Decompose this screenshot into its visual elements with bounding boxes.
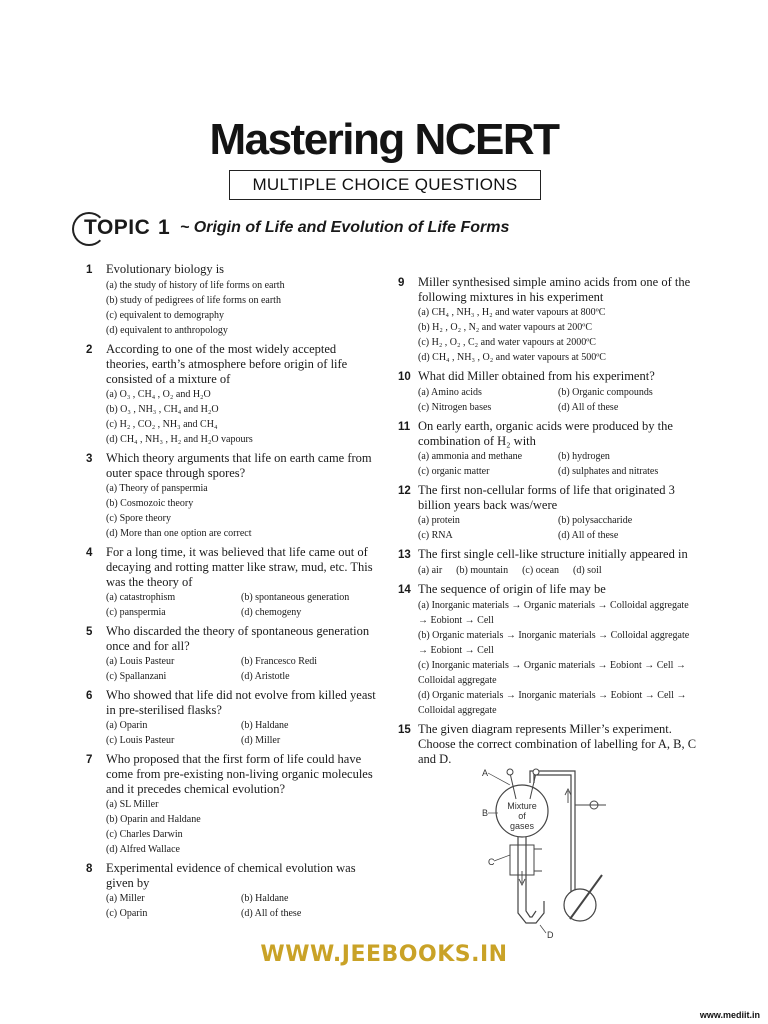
label-a: A bbox=[482, 768, 489, 778]
answer-option: (d) All of these bbox=[558, 530, 619, 541]
answer-option: (d) All of these bbox=[241, 908, 302, 919]
answer-option: (b) Organic compounds bbox=[558, 387, 653, 398]
flask-label-line1: Mixture bbox=[507, 801, 537, 811]
option-list bbox=[398, 305, 698, 365]
flask-label-line2: of bbox=[518, 811, 526, 821]
question-header bbox=[86, 688, 376, 718]
question-number: 13 bbox=[398, 549, 411, 561]
answer-option: (a) Amino acids bbox=[418, 387, 482, 398]
topic-title: ~ Origin of Life and Evolution of Life Forms bbox=[180, 219, 510, 236]
question-item bbox=[86, 342, 376, 447]
question-text: According to one of the most widely accepted theories, earth’s atmosphere before origin of life consisted of a mixture of bbox=[106, 342, 348, 386]
answer-option: (c) organic matter bbox=[418, 466, 490, 477]
answer-option: (b) study of pedigrees of life forms on earth bbox=[106, 295, 281, 306]
option-list bbox=[86, 387, 376, 447]
question-text: The first single cell-like structure initially appeared in bbox=[418, 547, 688, 561]
answer-option: (a) air bbox=[418, 565, 443, 576]
condenser bbox=[510, 845, 534, 875]
question-text: Miller synthesised simple amino acids from one of the following mixtures in his experiment bbox=[418, 275, 691, 304]
question-number: 15 bbox=[398, 724, 411, 736]
answer-option: (c) Oparin bbox=[106, 908, 148, 919]
label-c: C bbox=[488, 857, 495, 867]
answer-option: (b) Organic materials → Inorganic materials → Colloidal aggregate → Eobiont → Cell bbox=[418, 630, 690, 656]
answer-option: (b) Francesco Redi bbox=[241, 656, 318, 667]
answer-option: (b) polysaccharide bbox=[558, 515, 633, 526]
option-list bbox=[398, 563, 698, 578]
question-item bbox=[398, 722, 698, 767]
question-number: 14 bbox=[398, 584, 411, 596]
question-item bbox=[398, 275, 698, 365]
answer-option: (c) Spore theory bbox=[106, 513, 171, 524]
question-item bbox=[398, 582, 698, 718]
answer-option: (a) the study of history of life forms on earth bbox=[106, 280, 285, 291]
question-text: Evolutionary biology is bbox=[106, 262, 225, 276]
question-text: The sequence of origin of life may be bbox=[418, 582, 606, 596]
question-number: 5 bbox=[86, 626, 93, 638]
question-header bbox=[86, 451, 376, 481]
flow-arrow-down bbox=[519, 871, 525, 885]
corner-url: www.mediit.in bbox=[699, 1010, 760, 1020]
right-question-column bbox=[398, 275, 698, 771]
question-header bbox=[86, 752, 376, 797]
question-header bbox=[398, 582, 698, 598]
answer-option: (d) CH₄ , NH₃ , H₂ and H₂O vapours bbox=[106, 434, 253, 445]
miller-experiment-diagram bbox=[470, 763, 620, 943]
answer-option: (d) soil bbox=[573, 565, 602, 576]
answer-option: (c) RNA bbox=[418, 530, 453, 541]
answer-option: (d) Aristotle bbox=[241, 671, 290, 682]
question-number: 10 bbox=[398, 371, 411, 383]
question-text: The given diagram represents Miller’s experiment. Choose the correct combination of labelling for A, B, C and D. bbox=[418, 722, 697, 766]
answer-option: (c) H₂ , CO₂ , NH₃ and CH₄ bbox=[106, 419, 218, 430]
option-list bbox=[86, 481, 376, 541]
answer-option: (c) panspermia bbox=[106, 607, 166, 618]
question-item bbox=[86, 451, 376, 541]
question-header bbox=[86, 262, 376, 278]
question-text: Who showed that life did not evolve from killed yeast in pre-sterilised flasks? bbox=[106, 688, 376, 717]
question-text: What did Miller obtained from his experiment? bbox=[418, 369, 655, 383]
answer-option: (d) chemogeny bbox=[241, 607, 302, 618]
answer-option: (a) catastrophism bbox=[106, 592, 176, 603]
answer-option: (a) protein bbox=[418, 515, 460, 526]
answer-option: (c) Louis Pasteur bbox=[106, 735, 175, 746]
answer-option: (b) spontaneous generation bbox=[241, 592, 350, 603]
answer-option: (a) Inorganic materials → Organic materials → Colloidal aggregate → Eobiont → Cell bbox=[418, 600, 689, 626]
option-list bbox=[398, 385, 698, 415]
subtitle-box: MULTIPLE CHOICE QUESTIONS bbox=[229, 170, 541, 200]
answer-option: (c) Charles Darwin bbox=[106, 829, 183, 840]
question-item bbox=[398, 547, 698, 578]
question-item bbox=[86, 262, 376, 338]
option-list bbox=[86, 718, 376, 748]
answer-option: (c) equivalent to demography bbox=[106, 310, 225, 321]
answer-option: (a) Louis Pasteur bbox=[106, 656, 175, 667]
question-number: 3 bbox=[86, 453, 93, 465]
answer-option: (a) Miller bbox=[106, 893, 145, 904]
answer-option: (d) sulphates and nitrates bbox=[558, 466, 659, 477]
topic-number: 1 bbox=[158, 216, 170, 239]
answer-option: (d) Alfred Wallace bbox=[106, 844, 180, 855]
question-header bbox=[398, 483, 698, 513]
answer-option: (d) Miller bbox=[241, 735, 281, 746]
question-number: 12 bbox=[398, 485, 411, 497]
answer-option: (b) H₂ , O₂ , N₂ and water vapours at 200ºC bbox=[418, 322, 593, 333]
answer-option: (d) More than one option are correct bbox=[106, 528, 252, 539]
question-number: 8 bbox=[86, 863, 93, 875]
answer-option: (d) Organic materials → Inorganic materials → Eobiont → Cell → Colloidal aggregate bbox=[418, 690, 687, 716]
question-item bbox=[86, 861, 376, 921]
answer-option: (c) ocean bbox=[522, 565, 560, 576]
question-number: 2 bbox=[86, 344, 93, 356]
answer-option: (b) hydrogen bbox=[558, 451, 610, 462]
question-text: Which theory arguments that life on earth came from outer space through spores? bbox=[106, 451, 372, 480]
answer-option: (a) Theory of panspermia bbox=[106, 483, 208, 494]
answer-option: (b) Haldane bbox=[241, 720, 289, 731]
option-list bbox=[86, 278, 376, 338]
option-list bbox=[86, 797, 376, 857]
question-text: Who proposed that the first form of life could have come from pre-existing non-living organic molecules and it precedes chemical evolution? bbox=[106, 752, 373, 796]
left-question-column bbox=[86, 262, 376, 925]
question-item bbox=[86, 688, 376, 748]
answer-option: (c) Nitrogen bases bbox=[418, 402, 492, 413]
question-item bbox=[398, 419, 698, 479]
page-title: Mastering NCERT bbox=[209, 115, 559, 164]
answer-option: (b) Cosmozoic theory bbox=[106, 498, 194, 509]
answer-option: (a) Oparin bbox=[106, 720, 148, 731]
question-header bbox=[86, 342, 376, 387]
question-text: Who discarded the theory of spontaneous generation once and for all? bbox=[106, 624, 370, 653]
answer-option: (a) O₃ , CH₄ , O₂ and H₂O bbox=[106, 389, 211, 400]
answer-option: (b) Haldane bbox=[241, 893, 289, 904]
answer-option: (a) CH₄ , NH₃ , H₂ and water vapours at 800ºC bbox=[418, 307, 606, 318]
option-list bbox=[86, 891, 376, 921]
answer-option: (c) Inorganic materials → Organic materials → Eobiont → Cell → Colloidal aggregate bbox=[418, 660, 686, 686]
flow-arrow-up bbox=[565, 789, 571, 803]
question-header bbox=[398, 275, 698, 305]
topic-heading bbox=[72, 212, 712, 246]
answer-option: (d) All of these bbox=[558, 402, 619, 413]
answer-option: (d) CH₄ , NH₃ , O₂ and water vapours at 500ºC bbox=[418, 352, 606, 363]
question-header bbox=[398, 722, 698, 767]
question-header bbox=[86, 624, 376, 654]
question-header bbox=[398, 547, 698, 563]
label-b: B bbox=[482, 808, 489, 818]
answer-option: (b) O₃ , NH₃ , CH₄ and H₂O bbox=[106, 404, 219, 415]
question-item bbox=[398, 369, 698, 415]
question-text: On early earth, organic acids were produced by the combination of H₂ with bbox=[418, 419, 673, 448]
answer-option: (a) SL Miller bbox=[106, 799, 159, 810]
option-list bbox=[86, 654, 376, 684]
question-number: 4 bbox=[86, 547, 93, 559]
question-item bbox=[86, 752, 376, 857]
answer-option: (b) mountain bbox=[456, 565, 509, 576]
question-header bbox=[398, 369, 698, 385]
topic-word: TOPIC bbox=[84, 216, 151, 239]
answer-option: (a) ammonia and methane bbox=[418, 451, 523, 462]
question-text: The first non-cellular forms of life that originated 3 billion years back was/were bbox=[418, 483, 675, 512]
option-list bbox=[398, 449, 698, 479]
question-header bbox=[398, 419, 698, 449]
question-item bbox=[86, 624, 376, 684]
question-item bbox=[86, 545, 376, 620]
option-list bbox=[398, 513, 698, 543]
question-header bbox=[86, 861, 376, 891]
question-number: 9 bbox=[398, 277, 405, 289]
answer-option: (b) Oparin and Haldane bbox=[106, 814, 201, 825]
label-d: D bbox=[547, 930, 554, 940]
question-number: 11 bbox=[398, 421, 411, 433]
watermark-url: WWW.JEEBOOKS.IN bbox=[260, 942, 508, 967]
option-list bbox=[398, 598, 698, 718]
question-text: For a long time, it was believed that life came out of decaying and rotting matter like straw, mud, etc. This was the theory of bbox=[106, 545, 373, 589]
question-number: 1 bbox=[86, 264, 93, 276]
question-item bbox=[398, 483, 698, 543]
answer-option: (c) H₂ , O₂ , C₂ and water vapours at 2000ºC bbox=[418, 337, 596, 348]
answer-option: (d) equivalent to anthropology bbox=[106, 325, 228, 336]
question-text: Experimental evidence of chemical evolution was given by bbox=[106, 861, 356, 890]
flask-label-line3: gases bbox=[509, 821, 535, 831]
question-header bbox=[86, 545, 376, 590]
option-list bbox=[86, 590, 376, 620]
question-number: 7 bbox=[86, 754, 93, 766]
question-number: 6 bbox=[86, 690, 93, 702]
answer-option: (c) Spallanzani bbox=[106, 671, 167, 682]
